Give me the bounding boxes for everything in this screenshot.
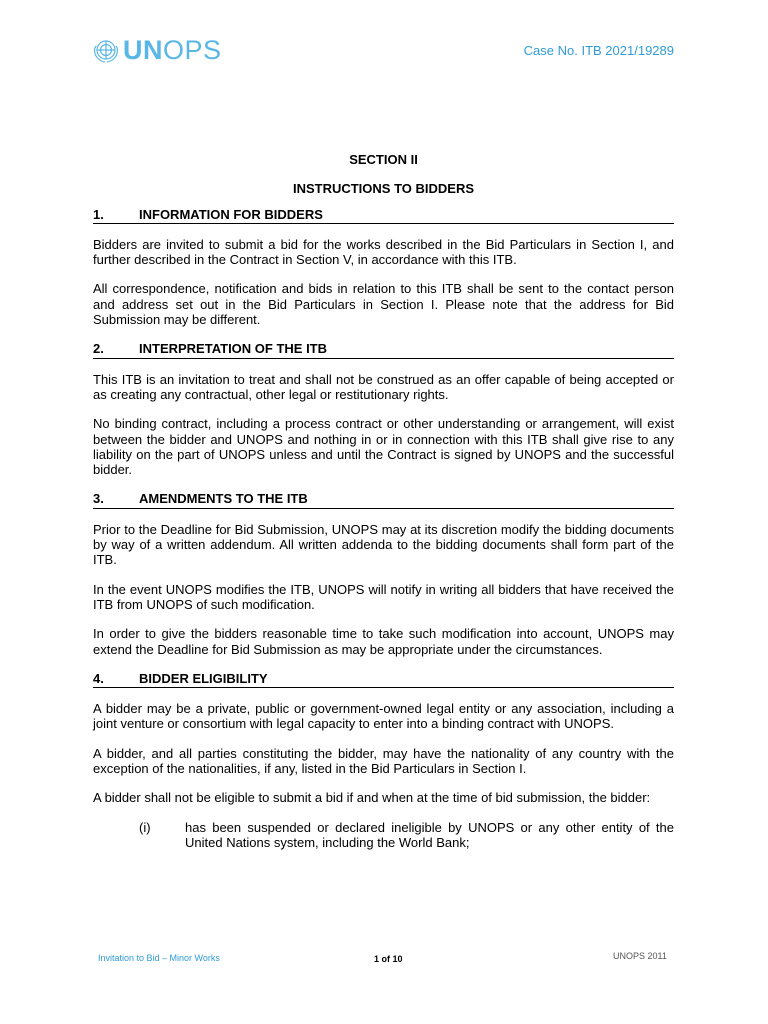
section-number: 1. — [93, 206, 104, 222]
section-number: 2. — [93, 341, 104, 357]
section-heading-text: INFORMATION FOR BIDDERS — [139, 206, 323, 222]
list-item-text: has been suspended or declared ineligible by UNOPS or any other entity of the United Nations system, including the World Bank; — [185, 819, 674, 850]
unops-logo — [92, 36, 222, 64]
section-heading-text: AMENDMENTS TO THE ITB — [139, 491, 308, 507]
list-item — [93, 820, 674, 851]
list-marker: (i) — [139, 819, 151, 835]
page-number: 1 of 10 — [374, 954, 403, 964]
section-number: 3. — [93, 491, 104, 507]
section-heading-1 — [93, 207, 674, 224]
section-heading-2 — [93, 341, 674, 358]
paragraph: A bidder may be a private, public or government-owned legal entity or any association, including a joint venture or consortium with legal capacity to enter into a binding contract with UNOPS. — [93, 701, 674, 732]
document-body — [93, 152, 674, 850]
paragraph: Bidders are invited to submit a bid for the works described in the Bid Particulars in Section I, and further described in the Contract in Section V, in accordance with this ITB. — [93, 236, 674, 268]
paragraph: This ITB is an invitation to treat and shall not be construed as an offer capable of being accepted or as creating any contractual, other legal or restitutionary rights. — [93, 371, 674, 402]
section-heading-text: BIDDER ELIGIBILITY — [139, 670, 268, 686]
footer-document-type: Invitation to Bid – Minor Works — [98, 953, 220, 963]
paragraph: A bidder shall not be eligible to submit a bid if and when at the time of bid submission, the bidder: — [93, 790, 651, 806]
paragraph: No binding contract, including a process contract or other understanding or arrangement, will exist between the bidder and UNOPS and nothing in or in connection with this ITB shall give rise to any liability on the part of UNOPS unless and until the Contract is signed by UNOPS and the successful bidder. — [93, 416, 674, 478]
section-number: 4. — [93, 670, 104, 686]
paragraph: Prior to the Deadline for Bid Submission, UNOPS may at its discretion modify the bidding documents by way of a written addendum. All written addenda to the bidding documents shall form part of the ITB. — [93, 521, 674, 568]
section-heading-text: INTERPRETATION OF THE ITB — [139, 341, 328, 357]
paragraph: A bidder, and all parties constituting the bidder, may have the nationality of any country with the exception of the nationalities, if any, listed in the Bid Particulars in Section I. — [93, 745, 674, 777]
paragraph: In order to give the bidders reasonable time to take such modification into account, UNOPS may extend the Deadline for Bid Submission as may be appropriate under the circumstances. — [93, 626, 674, 657]
section-heading-4 — [93, 671, 674, 688]
logo-wordmark: UNOPS — [123, 35, 222, 65]
section-heading-3 — [93, 491, 674, 508]
document-subtitle: INSTRUCTIONS TO BIDDERS — [292, 181, 475, 197]
section-title: SECTION II — [349, 152, 418, 167]
case-number: Case No. ITB 2021/19289 — [523, 43, 674, 58]
paragraph: All correspondence, notification and bids in relation to this ITB shall be sent to the contact person and address set out in the Bid Particulars in Section I. Please note that the address for Bid Submission may be different. — [93, 281, 674, 328]
un-emblem-icon — [92, 36, 120, 64]
footer-copyright: UNOPS 2011 — [613, 951, 667, 961]
paragraph: In the event UNOPS modifies the ITB, UNOPS will notify in writing all bidders that have received the ITB from UNOPS of such modification. — [93, 581, 674, 612]
